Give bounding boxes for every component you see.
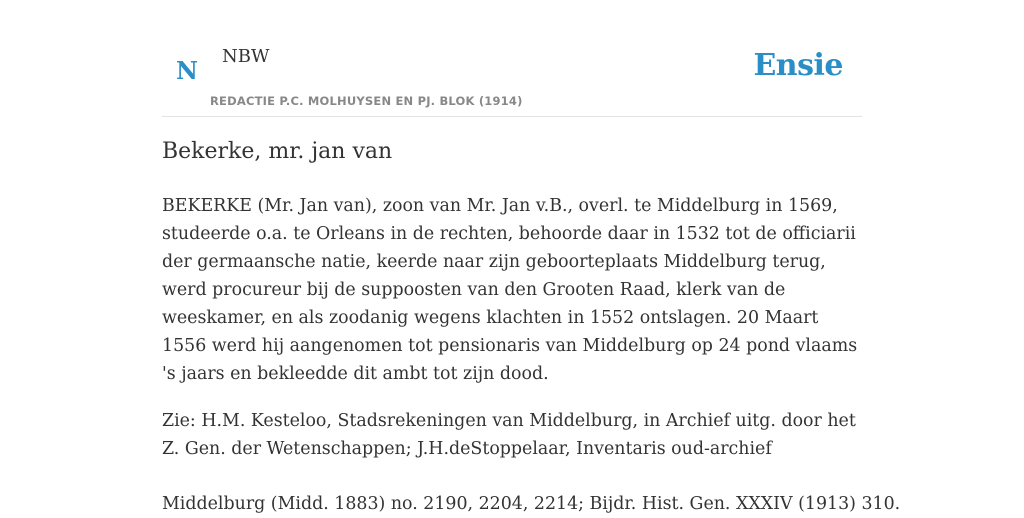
source-editors: REDACTIE P.C. MOLHUYSEN EN PJ. BLOK (1914) xyxy=(210,94,523,108)
article-paragraph: Middelburg (Midd. 1883) no. 2190, 2204, 2214; Bijdr. Hist. Gen. XXXIV (1913) 310. xyxy=(162,494,901,514)
source-header xyxy=(162,0,862,117)
article-title: Bekerke, mr. jan van xyxy=(162,139,393,164)
source-logo[interactable]: N xyxy=(176,56,198,85)
source-name-link[interactable]: NBW xyxy=(222,46,270,67)
article-paragraph: Zie: H.M. Kesteloo, Stadsrekeningen van Middelburg, in Archief uitg. door het Z. Gen. der Wetenschappen; J.H.deStoppelaar, Inventaris oud-archief xyxy=(162,411,856,459)
article-paragraph: BEKERKE (Mr. Jan van), zoon van Mr. Jan v.B., overl. te Middelburg in 1569, studeerde o.a. te Orleans in de rechten, behoorde daar in 1532 tot de officiarii der germaansche natie, keerde naar zijn geboorteplaats Middelburg terug, werd procureur bij de suppoosten van den Grooten Raad, klerk van de weeskamer, en als zoodanig wegens klachten in 1552 ontslagen. 20 Maart 1556 werd hij aangenomen tot pensionaris van Middelburg op 24 pond vlaams 's jaars en bekleedde dit ambt tot zijn dood. xyxy=(162,196,858,384)
brand-logo[interactable]: Ensie xyxy=(753,48,843,83)
